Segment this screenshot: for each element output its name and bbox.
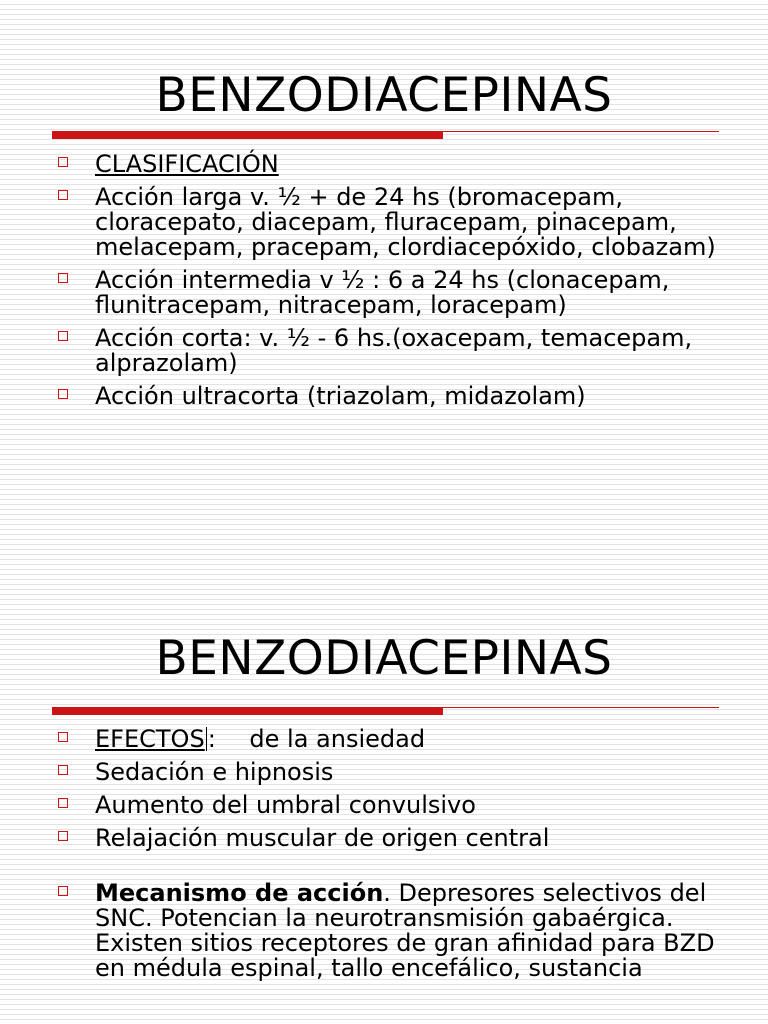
list-item — [55, 326, 745, 376]
bullet-list — [55, 152, 745, 417]
bullet-list — [55, 727, 745, 989]
list-item-text: Relajación muscular de origen central — [95, 824, 550, 852]
hollow-square-icon — [58, 765, 68, 775]
hollow-square-icon — [58, 331, 68, 341]
slide-title: BENZODIACEPINAS — [155, 631, 613, 686]
mechanism-label: Mecanismo de acción — [95, 879, 384, 907]
list-item-text: Acción corta: v. ½ - 6 hs.(oxacepam, temacepam, alprazolam) — [95, 324, 693, 377]
list-item-text: Sedación e hipnosis — [95, 758, 334, 786]
list-item — [55, 793, 745, 818]
hollow-square-icon — [58, 886, 68, 896]
text-cursor — [206, 727, 207, 751]
slide-title: BENZODIACEPINAS — [155, 68, 613, 123]
list-item-text: Acción ultracorta (triazolam, midazolam) — [95, 382, 586, 410]
list-item — [55, 268, 745, 318]
list-item — [55, 881, 745, 981]
title-rule-thin — [443, 131, 719, 132]
effects-tail: de la ansiedad — [249, 725, 426, 753]
hollow-square-icon — [58, 157, 68, 167]
list-item — [55, 760, 745, 785]
title-rule-thin — [443, 707, 719, 708]
list-item — [55, 727, 745, 752]
list-item-text: Acción intermedia v ½ : 6 a 24 hs (clonacepam, flunitracepam, nitracepam, loracepam) — [95, 266, 670, 319]
classification-heading: CLASIFICACIÓN — [95, 150, 279, 178]
slide-2 — [0, 512, 768, 1024]
effects-label: EFECTOS — [95, 725, 205, 753]
hollow-square-icon — [58, 190, 68, 200]
list-item — [55, 185, 745, 260]
hollow-square-icon — [58, 831, 68, 841]
hollow-square-icon — [58, 273, 68, 283]
title-rule-thick — [52, 707, 443, 715]
list-item — [55, 152, 745, 177]
list-item-text: Aumento del umbral convulsivo — [95, 791, 476, 819]
hollow-square-icon — [58, 732, 68, 742]
list-item — [55, 826, 745, 851]
list-item — [55, 384, 745, 409]
list-item-text: Acción larga v. ½ + de 24 hs (bromacepam, cloracepato, diacepam, fluracepam, pinacepam, melacepam, pracepam, clordiacepóxido, clobazam) — [95, 183, 716, 261]
hollow-square-icon — [58, 798, 68, 808]
mechanism-text: . Depresores selectivos del SNC. Potencian la neurotransmisión gabaérgica. Existen sitios receptores de gran afinidad para BZD en médula espinal, tallo encefálico, sustancia — [95, 879, 715, 982]
hollow-square-icon — [58, 389, 68, 399]
effects-suffix: : — [207, 725, 216, 753]
title-rule-thick — [52, 131, 443, 139]
